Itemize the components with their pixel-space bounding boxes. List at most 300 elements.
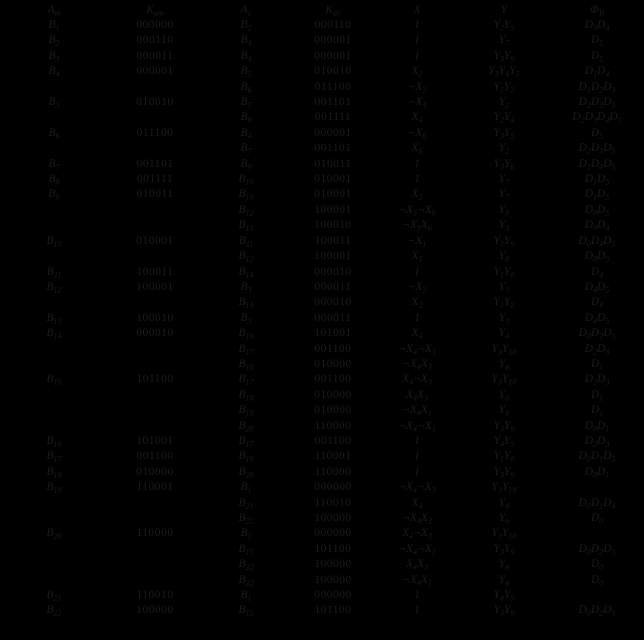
cell-next-state-code: 010000 <box>314 404 352 417</box>
cell-next-state-code: 000011 <box>314 280 352 293</box>
cell-next-state: $B_{17}$ <box>238 373 254 387</box>
table-row <box>0 157 644 172</box>
cell-next-state-code: 110010 <box>314 496 352 509</box>
column-header-0: $А_m$ <box>47 4 61 18</box>
cell-current-state-code: 010001 <box>136 234 174 247</box>
cell-excitation-functions <box>550 588 644 603</box>
cell-current-state: $B_{11}$ <box>46 265 62 279</box>
cell-next-state: $B_4$ <box>240 49 252 64</box>
cell-output-signals: $Y_4Y_5$ <box>493 434 515 449</box>
column-header-3: $К_{ас}$ <box>325 4 341 18</box>
cell-current-state <box>0 496 108 511</box>
cell-current-state-code: 000010 <box>136 327 174 340</box>
table-row <box>0 64 644 79</box>
cell-current-state-code <box>108 218 202 233</box>
cell-current-state-code <box>108 388 202 403</box>
cell-output-signals: $Y_3Y_9$ <box>493 604 515 618</box>
cell-excitation-functions: $D_1D_4$ <box>584 65 610 79</box>
cell-next-state-code: 000011 <box>314 311 352 324</box>
cell-output-signals: $Y_8$ <box>498 203 510 218</box>
cell-next-state: $B_{11}$ <box>238 234 254 249</box>
cell-output-signals: $Y_1Y_8$ <box>493 450 515 464</box>
cell-current-state <box>0 80 108 95</box>
cell-excitation-functions: $D_3D_4$ <box>584 19 610 33</box>
table-row <box>0 326 644 341</box>
cell-current-state-code: 010011 <box>136 188 174 201</box>
column-header-1: $К_{аm}$ <box>146 4 164 18</box>
cell-current-state-code <box>108 403 202 418</box>
cell-current-state: $B_{16}$ <box>46 434 62 449</box>
cell-input-condition: 1 <box>414 434 420 447</box>
cell-input-condition: 1 <box>414 450 420 463</box>
cell-next-state: $B_{17}$ <box>238 434 254 449</box>
cell-next-state-code: 000000 <box>314 589 352 602</box>
cell-next-state: $B_{15}$ <box>238 604 254 618</box>
cell-input-condition: $\neg X_6$ <box>407 126 427 141</box>
cell-output-signals: $Y_3$ <box>498 219 510 233</box>
cell-current-state: $B_1$ <box>48 19 60 33</box>
table-row <box>0 172 644 187</box>
cell-next-state-code: 010011 <box>314 157 352 170</box>
cell-current-state: $B_4$ <box>48 65 60 79</box>
cell-next-state: $B_{10}$ <box>238 173 254 187</box>
cell-next-state-code: 000001 <box>314 49 352 62</box>
cell-current-state <box>0 110 108 125</box>
cell-excitation-functions: $D_0D_2D_3$ <box>578 542 616 557</box>
table-row <box>0 496 644 511</box>
cell-current-state <box>0 141 108 156</box>
cell-output-signals: $Y_1Y_2$ <box>493 80 515 95</box>
cell-current-state-code <box>108 573 202 588</box>
cell-excitation-functions: $D_1$ <box>590 357 604 372</box>
cell-current-state <box>0 203 108 218</box>
cell-current-state <box>0 511 108 526</box>
cell-input-condition: $\neg X_4\neg X_3$ <box>398 342 436 357</box>
cell-excitation-functions: $D_0D_4$ <box>584 219 610 233</box>
cell-current-state-code: 100010 <box>136 311 174 324</box>
cell-excitation-functions: $D_5$ <box>590 34 604 48</box>
cell-current-state: $B_{20}$ <box>46 527 62 541</box>
table-row <box>0 265 644 280</box>
table-row <box>0 203 644 218</box>
cell-output-signals: $Y_3Y_9$ <box>493 49 515 64</box>
cell-current-state-code: 110010 <box>136 589 174 602</box>
cell-current-state-code <box>108 511 202 526</box>
cell-input-condition: $\neg X_4\neg X_1$ <box>398 419 436 434</box>
cell-excitation-functions: $D_0D_2D_5$ <box>578 327 616 341</box>
cell-excitation-functions: $D_5$ <box>590 49 604 64</box>
cell-current-state-code: 110000 <box>136 527 174 540</box>
cell-current-state-code: 010010 <box>136 96 174 109</box>
cell-output-signals: $Y_3$ <box>498 311 510 326</box>
cell-output-signals: $Y_3Y_5$ <box>493 126 515 141</box>
cell-current-state <box>0 342 108 357</box>
cell-current-state: $B_7$ <box>48 157 60 172</box>
table-row <box>0 141 644 156</box>
cell-current-state-code <box>108 496 202 511</box>
cell-next-state: $B_{22}$ <box>238 573 254 588</box>
table-row <box>0 526 644 541</box>
cell-next-state-code: 010001 <box>314 188 352 201</box>
cell-current-state-code <box>108 249 202 264</box>
cell-next-state-code: 000001 <box>314 34 352 47</box>
cell-next-state: $B_5$ <box>240 65 252 79</box>
cell-current-state: $B_3$ <box>48 49 60 64</box>
table-row <box>0 218 644 233</box>
cell-excitation-functions: $D_4$ <box>590 296 604 310</box>
cell-excitation-functions: $D_2D_3D_5$ <box>578 96 616 110</box>
cell-next-state-code: 100001 <box>314 250 352 263</box>
cell-current-state-code <box>108 542 202 557</box>
cell-excitation-functions: $D_2D_3D_5$ <box>578 142 616 156</box>
cell-next-state-code: 100011 <box>314 234 352 247</box>
cell-current-state-code: 000110 <box>136 34 174 47</box>
column-header-5: Y <box>500 4 508 16</box>
cell-current-state: $B_{19}$ <box>46 481 62 495</box>
cell-input-condition: $\neg X_4\neg X_1$ <box>398 542 436 557</box>
cell-current-state: $B_9$ <box>48 188 60 202</box>
cell-current-state-code <box>108 295 202 310</box>
cell-next-state-code: 000001 <box>314 126 352 139</box>
cell-output-signals: $Y_3Y_9$ <box>493 542 515 557</box>
cell-current-state <box>0 573 108 588</box>
cell-input-condition: $X_4X_3$ <box>405 388 429 403</box>
table-row <box>0 249 644 264</box>
cell-input-condition: $\neg X_5X_6$ <box>402 219 432 233</box>
cell-output-signals: $Y_3Y_{10}$ <box>491 342 517 357</box>
table-row <box>0 542 644 557</box>
table-row <box>0 465 644 480</box>
cell-output-signals: $Y_1Y_9$ <box>493 234 515 249</box>
table-row <box>0 126 644 141</box>
cell-excitation-functions: $D_0D_1$ <box>584 419 610 434</box>
cell-next-state-code: 110000 <box>314 419 352 432</box>
table-row <box>0 234 644 249</box>
cell-next-state: $B_3$ <box>240 280 252 295</box>
cell-input-condition: 1 <box>414 589 420 602</box>
cell-excitation-functions: $D_0$ <box>590 558 604 572</box>
table-row <box>0 557 644 572</box>
cell-excitation-functions: $D_0D_5$ <box>584 250 610 264</box>
cell-output-signals: $Y_4Y_5$ <box>493 589 515 603</box>
cell-next-state-code: 100001 <box>314 203 352 216</box>
cell-next-state-code: 001111 <box>314 111 352 124</box>
cell-next-state: $B_{14}$ <box>238 296 254 310</box>
cell-next-state: $B_{21}$ <box>238 496 254 511</box>
cell-output-signals: $Y_6$ <box>498 404 510 418</box>
cell-excitation-functions: $D_0D_2D_3$ <box>578 604 616 618</box>
table-row <box>0 311 644 326</box>
cell-current-state-code: 001111 <box>136 173 174 186</box>
cell-current-state-code: 101001 <box>136 434 174 447</box>
cell-output-signals: $Y_3Y_{10}$ <box>491 481 517 495</box>
cell-output-signals: $Y_7$ <box>498 34 510 48</box>
cell-excitation-functions: $D_1D_2D_3$ <box>578 80 616 95</box>
cell-current-state-code: 011100 <box>136 126 174 139</box>
cell-output-signals: $Y_3Y_9$ <box>493 419 515 434</box>
cell-next-state-code: 010000 <box>314 388 352 401</box>
cell-output-signals: $Y_6$ <box>498 573 510 588</box>
cell-current-state: $B_{14}$ <box>46 327 62 341</box>
cell-next-state-code: 100000 <box>314 558 352 571</box>
cell-next-state: $B_{13}$ <box>238 219 254 233</box>
cell-current-state <box>0 542 108 557</box>
cell-output-signals: $Y_3Y_6$ <box>493 157 515 172</box>
cell-input-condition: $\neg X_4\neg X_3$ <box>398 481 436 495</box>
cell-current-state <box>0 218 108 233</box>
cell-current-state <box>0 295 108 310</box>
cell-excitation-functions: $D_0D_1D_5$ <box>578 450 616 464</box>
cell-current-state: $B_{13}$ <box>46 311 62 326</box>
cell-next-state-code: 001101 <box>314 96 352 109</box>
cell-current-state-code: 010000 <box>136 465 174 478</box>
cell-next-state: $B_2$ <box>240 19 252 33</box>
cell-input-condition: $\neg X_4X_3$ <box>402 512 432 526</box>
cell-excitation-functions: $D_2D_3D_4D_5$ <box>572 111 622 125</box>
cell-next-state-code: 110000 <box>314 465 352 478</box>
table-row <box>0 187 644 202</box>
table-row <box>0 80 644 95</box>
cell-input-condition: $X_4$ <box>411 496 423 511</box>
table-row <box>0 18 644 33</box>
table-row <box>0 342 644 357</box>
cell-next-state: $B_{19}$ <box>238 450 254 464</box>
cell-output-signals: $Y_7$ <box>498 188 510 202</box>
cell-current-state-code: 110001 <box>136 481 174 494</box>
table-row <box>0 403 644 418</box>
cell-current-state: $B_{10}$ <box>46 234 62 249</box>
cell-input-condition: 1 <box>414 311 420 324</box>
cell-current-state-code <box>108 80 202 95</box>
cell-next-state: $B_7$ <box>240 96 252 110</box>
cell-next-state-code: 110001 <box>314 450 352 463</box>
cell-current-state: $B_5$ <box>48 96 60 110</box>
cell-next-state-code: 000010 <box>314 296 352 309</box>
cell-current-state-code: 001100 <box>136 450 174 463</box>
cell-output-signals: $Y_4$ <box>498 327 510 341</box>
table-row <box>0 388 644 403</box>
cell-input-condition: $\neg X_2$ <box>407 280 427 295</box>
cell-output-signals: $Y_2Y_5$ <box>493 19 515 33</box>
cell-next-state: $B_7$ <box>240 142 252 156</box>
cell-next-state: $B_1$ <box>240 589 252 603</box>
cell-input-condition: 1 <box>414 19 420 31</box>
cell-current-state <box>0 249 108 264</box>
table-row <box>0 372 644 387</box>
cell-next-state: $B_8$ <box>240 111 252 125</box>
cell-next-state: $B_{15}$ <box>238 542 254 557</box>
table-row <box>0 573 644 588</box>
cell-input-condition: $X_4\neg X_3$ <box>402 527 432 541</box>
cell-next-state: $B_{18}$ <box>238 404 254 418</box>
cell-excitation-functions: $D_1D_5$ <box>584 173 610 187</box>
cell-current-state <box>0 403 108 418</box>
cell-excitation-functions: $D_0D_4D_5$ <box>578 234 616 249</box>
cell-current-state: $B_6$ <box>48 126 60 141</box>
cell-input-condition: $\neg X_4$ <box>407 96 427 110</box>
cell-next-state: $B_1$ <box>240 481 252 495</box>
cell-current-state-code: 000001 <box>136 65 174 78</box>
cell-current-state <box>0 419 108 434</box>
cell-current-state-code <box>108 557 202 572</box>
cell-next-state-code: 000000 <box>314 527 352 540</box>
cell-excitation-functions: $D_1$ <box>590 388 604 403</box>
cell-current-state: $B_{18}$ <box>46 465 62 480</box>
cell-next-state-code: 000110 <box>314 19 352 31</box>
cell-output-signals: $Y_6$ <box>498 512 510 526</box>
cell-output-signals: $Y_3Y_{10}$ <box>491 373 517 387</box>
cell-excitation-functions: $D_1D_4D_5$ <box>578 157 616 172</box>
cell-next-state-code: 010000 <box>314 357 352 370</box>
cell-current-state-code <box>108 357 202 372</box>
cell-excitation-functions: $D_4$ <box>590 265 604 279</box>
cell-output-signals: $Y_3Y_9$ <box>493 465 515 480</box>
transition-table <box>0 2 644 619</box>
cell-current-state: $B_8$ <box>48 173 60 187</box>
table-row <box>0 280 644 295</box>
cell-output-signals: $Y_6$ <box>498 388 510 403</box>
cell-next-state-code: 011100 <box>314 80 352 93</box>
cell-input-condition: $X_4X_3$ <box>405 558 429 572</box>
cell-next-state: $B_{14}$ <box>238 265 254 279</box>
cell-input-condition: 1 <box>414 265 420 278</box>
cell-current-state-code: 100001 <box>136 280 174 293</box>
cell-current-state: $B_{15}$ <box>46 373 62 387</box>
cell-current-state: $B_{17}$ <box>46 450 62 464</box>
cell-next-state-code: 001100 <box>314 373 352 386</box>
cell-input-condition: $X_4$ <box>411 327 423 341</box>
cell-next-state-code: 001101 <box>314 142 352 155</box>
cell-next-state-code: 101001 <box>314 327 352 340</box>
cell-next-state-code: 001100 <box>314 342 352 355</box>
cell-excitation-functions: $D_5$ <box>590 126 604 141</box>
cell-output-signals: $Y_3$ <box>498 280 510 295</box>
cell-input-condition: 1 <box>414 157 420 170</box>
cell-input-condition: $X_1$ <box>411 250 423 264</box>
cell-next-state: $B_{22}$ <box>238 558 254 572</box>
cell-input-condition: $\neg X_1$ <box>407 234 427 249</box>
cell-next-state: $B_9$ <box>240 157 252 172</box>
table-row <box>0 357 644 372</box>
cell-next-state: $B_{18}$ <box>238 388 254 403</box>
cell-next-state-code: 010010 <box>314 65 352 78</box>
cell-next-state-code: 010001 <box>314 173 352 186</box>
cell-next-state: $B_6$ <box>240 80 252 95</box>
table-row <box>0 449 644 464</box>
cell-current-state-code: 000000 <box>136 19 174 31</box>
cell-excitation-functions: $D_0D_1D_4$ <box>578 496 616 511</box>
table-row <box>0 295 644 310</box>
cell-excitation-functions: $D_4D_5$ <box>584 280 610 295</box>
cell-excitation-functions <box>550 526 644 541</box>
cell-input-condition: $X_4$ <box>411 111 423 125</box>
cell-current-state-code: 000011 <box>136 49 174 62</box>
cell-input-condition: $X_2$ <box>411 65 423 79</box>
cell-next-state-code: 100000 <box>314 573 352 586</box>
cell-output-signals: $Y_1Y_8$ <box>493 265 515 279</box>
cell-current-state-code: 100011 <box>136 265 174 278</box>
cell-excitation-functions: $D_0$ <box>590 573 604 588</box>
cell-next-state: $B_{17}$ <box>238 342 254 357</box>
cell-current-state <box>0 357 108 372</box>
column-header-2: $А_с$ <box>240 4 252 18</box>
cell-next-state: $B_4$ <box>240 126 252 141</box>
cell-next-state-code: 100000 <box>314 512 352 524</box>
cell-next-state: $B_{16}$ <box>238 327 254 341</box>
cell-current-state: $B_{22}$ <box>46 604 62 618</box>
table-row <box>0 419 644 434</box>
cell-output-signals: $Y_3Y_4Y_5$ <box>488 65 520 79</box>
cell-next-state: $B_1$ <box>240 527 252 541</box>
cell-output-signals: $Y_4$ <box>498 496 510 511</box>
cell-current-state: $B_2$ <box>48 34 60 48</box>
table-row <box>0 95 644 110</box>
cell-next-state: $B_{20}$ <box>238 419 254 434</box>
cell-input-condition: $X_2$ <box>411 296 423 310</box>
cell-input-condition: $X_5$ <box>411 188 423 202</box>
cell-input-condition: $\neg X_2$ <box>407 80 427 95</box>
cell-output-signals: $Y_1Y_8$ <box>493 296 515 310</box>
cell-output-signals: $Y_2$ <box>498 142 510 156</box>
cell-input-condition: $X_4\neg X_3$ <box>402 373 432 387</box>
cell-excitation-functions: $D_4D_5$ <box>584 311 610 326</box>
cell-current-state-code: 100000 <box>136 604 174 617</box>
cell-current-state-code: 001101 <box>136 157 174 170</box>
table-row <box>0 434 644 449</box>
cell-input-condition: $\neg X_4X_1$ <box>402 404 432 418</box>
cell-output-signals: $Y_2$ <box>498 96 510 110</box>
cell-current-state: $B_{12}$ <box>46 280 62 295</box>
cell-next-state: $B_{10}$ <box>238 188 254 202</box>
cell-excitation-functions <box>550 480 644 495</box>
cell-input-condition: 1 <box>414 49 420 62</box>
cell-excitation-functions: $D_1D_5$ <box>584 188 610 202</box>
cell-next-state-code: 001100 <box>314 434 352 447</box>
cell-next-state-code: 000000 <box>314 481 352 494</box>
table-row <box>0 588 644 603</box>
cell-next-state-code: 101100 <box>314 604 352 617</box>
cell-next-state: $B_{12}$ <box>238 203 254 218</box>
cell-next-state: $B_{20}$ <box>238 465 254 480</box>
cell-next-state-code: 000010 <box>314 265 352 278</box>
cell-input-condition: $X_6$ <box>411 142 423 156</box>
cell-next-state: $B_{18}$ <box>238 357 254 372</box>
cell-output-signals: $Y_6$ <box>498 357 510 372</box>
cell-output-signals: $Y_6$ <box>498 558 510 572</box>
cell-excitation-functions: $D_2D_3$ <box>584 373 610 387</box>
cell-input-condition: 1 <box>414 173 420 186</box>
cell-input-condition: 1 <box>414 465 420 478</box>
cell-output-signals: $Y_2Y_4$ <box>493 111 515 125</box>
cell-output-signals: $Y_7$ <box>498 173 510 187</box>
column-header-4: Х <box>413 4 421 16</box>
cell-input-condition: 1 <box>414 604 420 617</box>
cell-next-state-code: 100010 <box>314 219 352 232</box>
table-row <box>0 511 644 526</box>
table-row <box>0 49 644 64</box>
table-row <box>0 480 644 495</box>
cell-next-state: $B_{12}$ <box>238 250 254 264</box>
cell-current-state-code <box>108 110 202 125</box>
cell-output-signals: $Y_3Y_{10}$ <box>491 527 517 541</box>
column-header-6: $Ф_В$ <box>589 4 605 18</box>
cell-current-state-code <box>108 141 202 156</box>
cell-input-condition: $\neg X_4X_3$ <box>402 357 432 372</box>
cell-current-state <box>0 557 108 572</box>
cell-next-state-code: 101100 <box>314 542 352 555</box>
cell-next-state: $B_3$ <box>240 311 252 326</box>
cell-next-state: $B_4$ <box>240 34 252 48</box>
